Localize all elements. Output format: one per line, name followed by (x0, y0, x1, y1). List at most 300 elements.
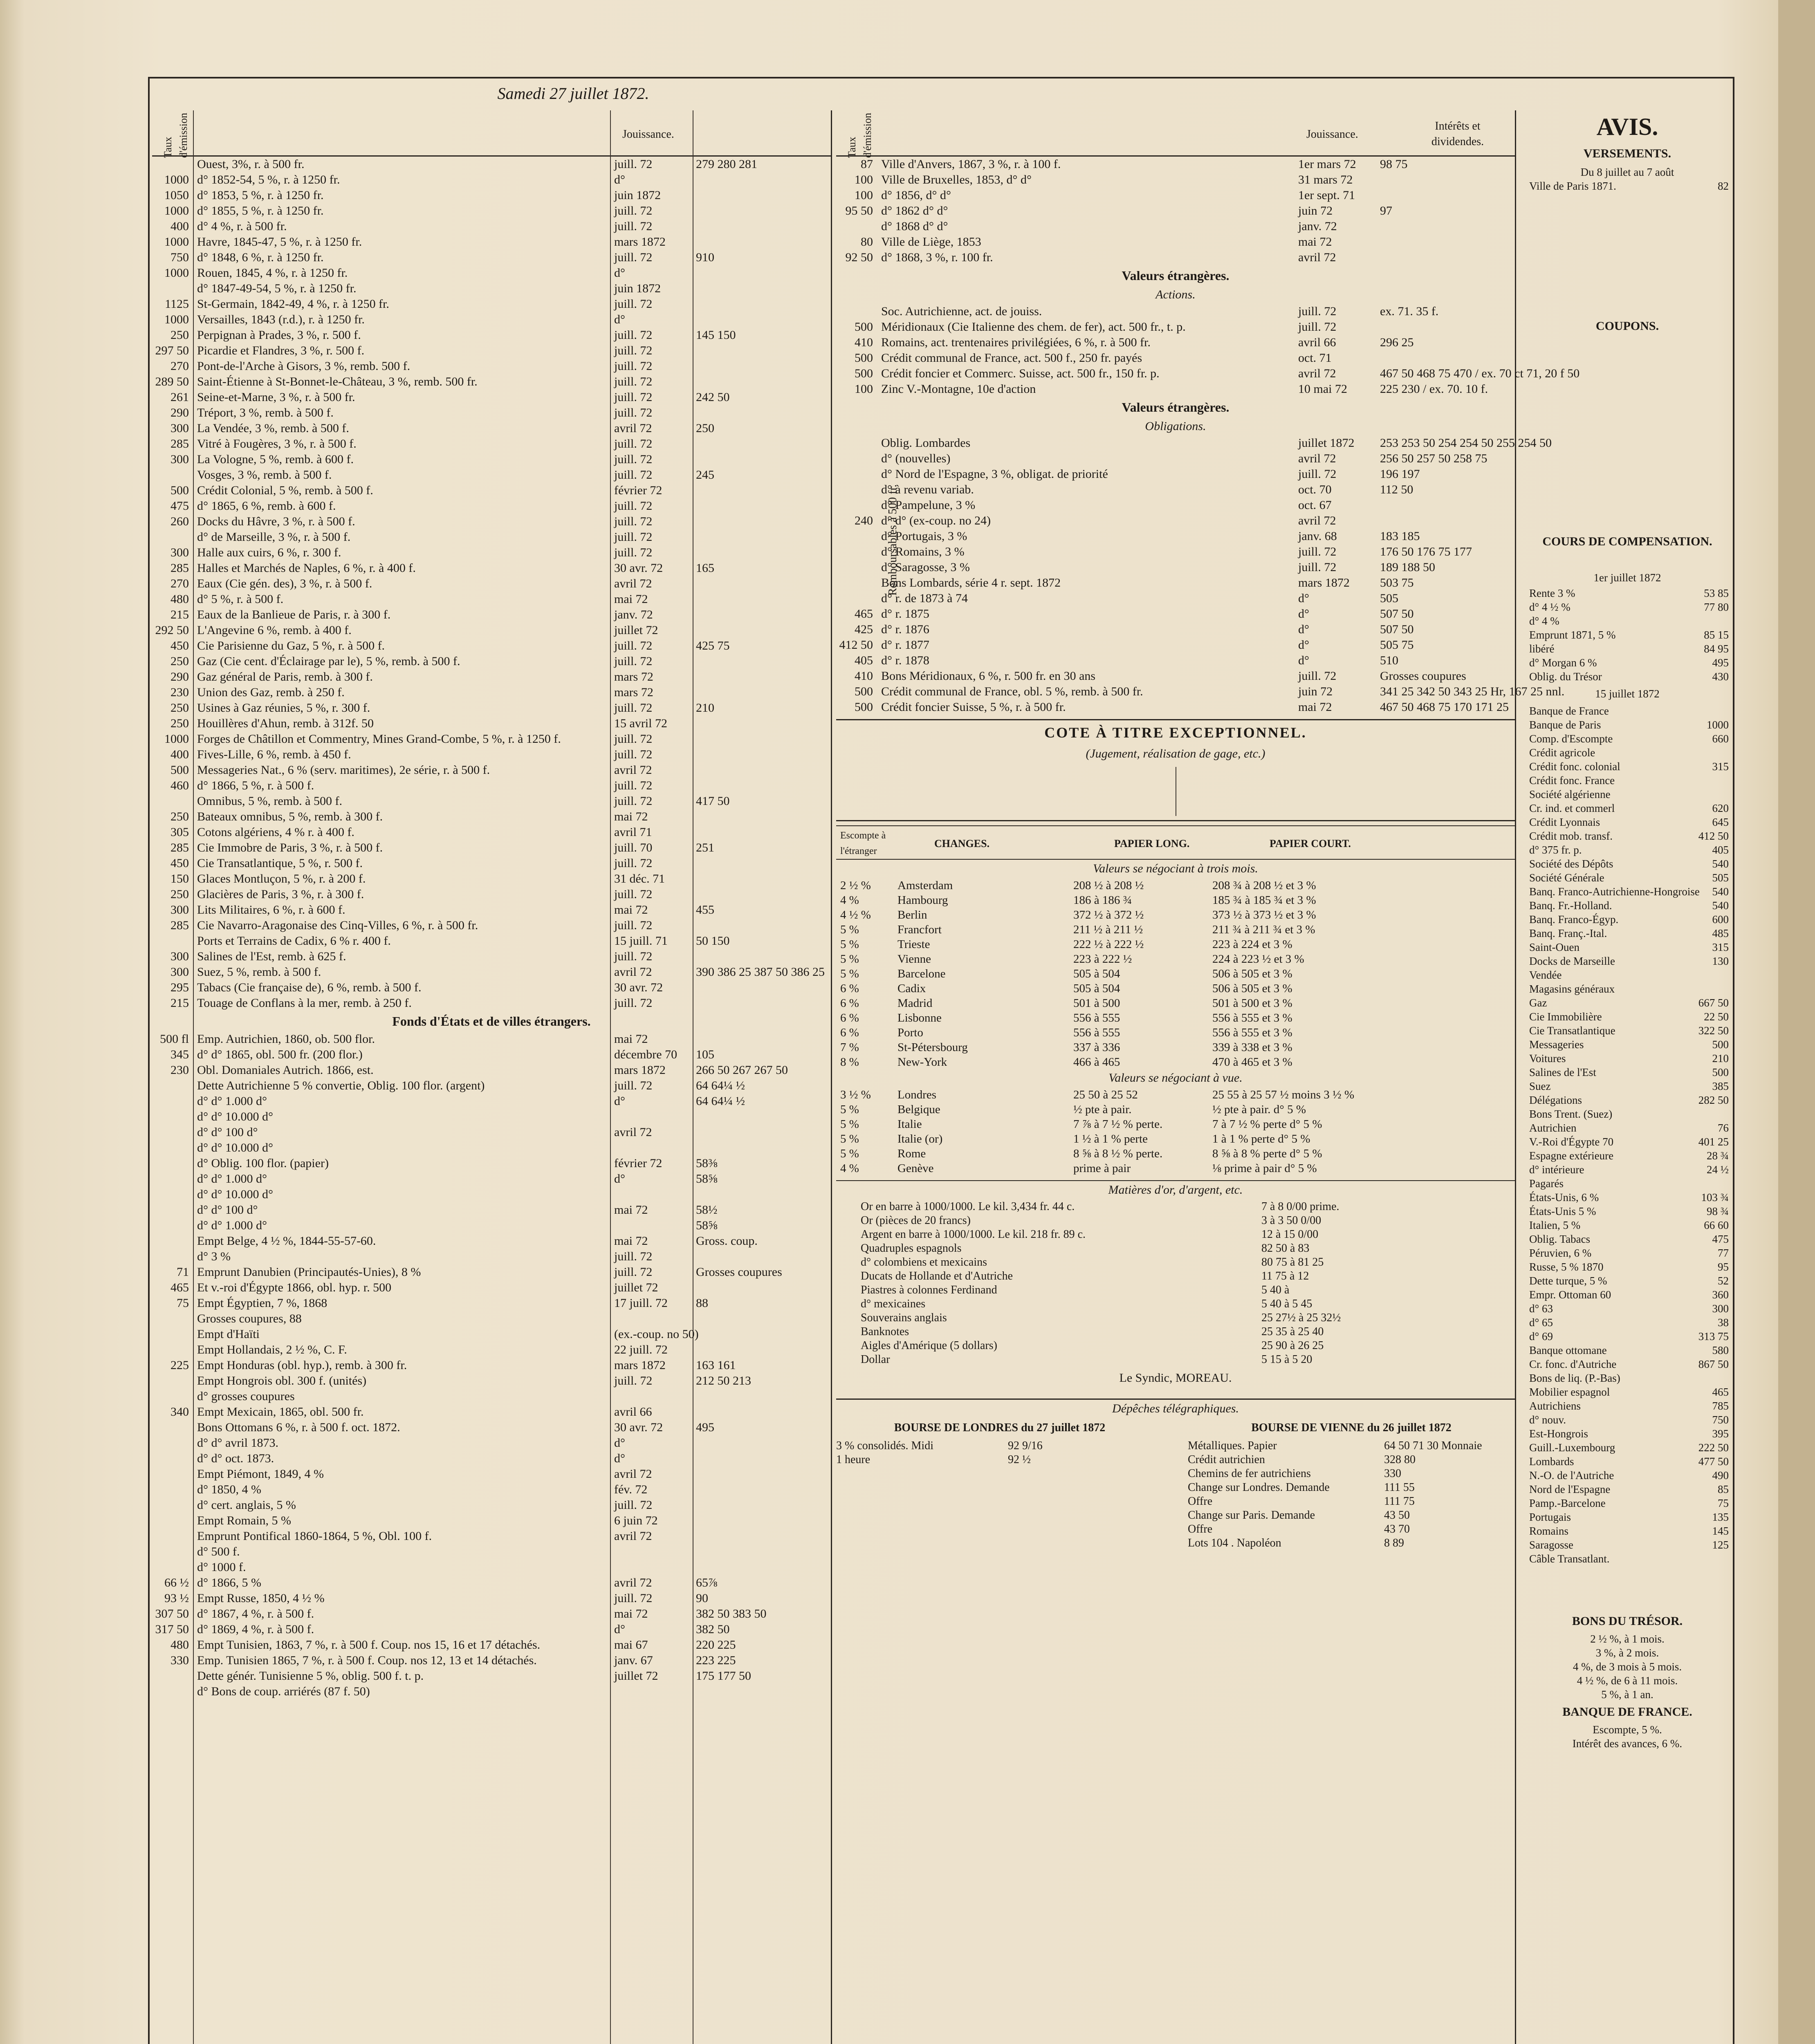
jouissance-date: d° (1298, 638, 1309, 652)
exchange-row (836, 995, 1515, 1010)
issue-rate: 317 50 (155, 1623, 189, 1636)
security-row (152, 1342, 831, 1358)
quote-value: 250 (696, 421, 714, 435)
compensation-row (1521, 760, 1734, 773)
versements-title: VERSEMENTS. (1583, 147, 1671, 160)
security-name: d° 1868 d° d° (881, 220, 948, 233)
jouissance-date: juill. 72 (1298, 305, 1337, 318)
issue-rate: 230 (171, 1063, 189, 1077)
compensation-row (1521, 1107, 1734, 1121)
quote-value: 467 50 468 75 170 171 25 (1380, 700, 1509, 714)
jouissance-date: mai 72 (614, 903, 648, 917)
cours-compensation-title: COURS DE COMPENSATION. (1542, 535, 1712, 548)
security-row (836, 653, 1515, 668)
compensation-row-name: d° 65 (1529, 1316, 1553, 1329)
exchange-row (836, 951, 1515, 966)
security-row (836, 637, 1515, 653)
security-name: d° r. 1877 (881, 638, 929, 652)
escompte-rate: 5 % (840, 1118, 859, 1131)
quote-value: Gross. coup. (696, 1234, 758, 1248)
security-name: d° 1862 d° d° (881, 204, 948, 217)
issue-rate: 300 (171, 421, 189, 435)
security-name: Usines à Gaz réunies, 5 %, r. 300 f. (197, 701, 370, 715)
security-row (836, 544, 1515, 560)
security-row (152, 856, 831, 871)
security-row (152, 1062, 831, 1078)
security-name: Crédit communal de France, act. 500 f., 250 fr. payés (881, 351, 1142, 365)
jouissance-header: Jouissance. (622, 128, 674, 141)
compensation-row-name: Banq. Franco-Égyp. (1529, 913, 1619, 926)
security-row (152, 1606, 831, 1622)
exchange-row (836, 1131, 1515, 1146)
issue-rate: 1000 (164, 732, 189, 746)
security-row (152, 203, 831, 219)
jouissance-date: avril 72 (1298, 367, 1336, 380)
middle-column-header (836, 110, 1515, 157)
papier-long-value: 223 à 222 ½ (1073, 953, 1132, 966)
security-name: L'Angevine 6 %, remb. à 400 f. (197, 623, 352, 637)
metal-row-value: 5 15 à 5 20 (1261, 1353, 1312, 1366)
compensation-row-value: 125 (1712, 1539, 1729, 1551)
vienna-row (1188, 1494, 1515, 1508)
compensation-row-value: 313 75 (1698, 1330, 1729, 1342)
jouissance-date: 17 juill. 72 (614, 1296, 668, 1310)
compensation-row-name: Comp. d'Escompte (1529, 733, 1613, 745)
security-row (836, 381, 1515, 397)
papier-court-value: 211 ¾ à 211 ¾ et 3 % (1212, 923, 1315, 936)
vienna-row-value: 111 75 (1384, 1495, 1415, 1508)
escompte-rate: 7 % (840, 1041, 859, 1054)
issue-rate: 500 (171, 763, 189, 777)
security-name: d° (nouvelles) (881, 452, 951, 465)
security-row (152, 747, 831, 762)
compensation-row-value: 495 (1712, 657, 1729, 669)
versements-row-value: 82 (1718, 180, 1729, 192)
escompte-rate: 4 ½ % (840, 908, 871, 921)
metal-row-value: 80 75 à 81 25 (1261, 1256, 1324, 1269)
security-row (152, 964, 831, 980)
compensation-row (1521, 1149, 1734, 1163)
compensation-row-name: Oblig. du Trésor (1529, 670, 1602, 683)
exchange-row (836, 878, 1515, 892)
jouissance-date: juillet 72 (614, 623, 658, 637)
exchange-place: Francfort (897, 923, 942, 936)
security-name: Bateaux omnibus, 5 %, remb. à 300 f. (197, 810, 383, 823)
compensation-row-name: Autrichiens (1529, 1400, 1581, 1412)
vienna-row-value: 330 (1384, 1467, 1401, 1480)
compensation-row-name: Messageries (1529, 1038, 1584, 1051)
precious-metals-list (836, 1199, 1515, 1366)
security-name: Rouen, 1845, 4 %, r. à 1250 fr. (197, 266, 348, 280)
jouissance-date: juill. 70 (614, 841, 653, 854)
compensation-row (1521, 1399, 1734, 1413)
papier-long-value: 211 ½ à 211 ½ (1073, 923, 1143, 936)
issue-rate: 412 50 (839, 638, 873, 652)
quote-value: 163 161 (696, 1358, 736, 1372)
compensation-row-name: Empr. Ottoman 60 (1529, 1289, 1611, 1301)
metal-row-name: Souverains anglais (861, 1311, 947, 1324)
issue-rate: 480 (171, 1638, 189, 1652)
jouissance-date: juill. 72 (614, 1591, 653, 1605)
compensation-row-name: Banque ottomane (1529, 1344, 1607, 1356)
security-name: d° Romains, 3 % (881, 545, 965, 558)
security-name: d° Portugais, 3 % (881, 529, 967, 543)
security-name: d° 1867, 4 %, r. à 500 f. (197, 1607, 314, 1620)
metal-row-name: Banknotes (861, 1325, 909, 1338)
issue-rate: 1000 (164, 204, 189, 217)
bons-row: 2 ½ %, à 1 mois. (1590, 1633, 1665, 1645)
papier-long-value: prime à pair (1073, 1162, 1131, 1175)
jouissance-date: juill. 72 (1298, 467, 1337, 481)
jouissance-date: juill. 72 (614, 639, 653, 652)
compensation-row-name: Cie Transatlantique (1529, 1024, 1615, 1037)
issue-rate: 250 (171, 654, 189, 668)
compensation-row-value: 405 (1712, 844, 1729, 856)
compensation-row-value: 222 50 (1698, 1441, 1729, 1454)
security-name: Eaux de la Banlieue de Paris, r. à 300 f. (197, 608, 391, 621)
banque-row: Escompte, 5 %. (1593, 1724, 1662, 1736)
vienna-row (1188, 1438, 1515, 1452)
papier-court-header: PAPIER COURT. (1270, 838, 1351, 849)
security-name: Ville de Bruxelles, 1853, d° d° (881, 173, 1032, 186)
jouissance-date: 30 avr. 72 (614, 561, 663, 575)
security-row (152, 1513, 831, 1529)
exchange-place: Italie (or) (897, 1132, 943, 1145)
coupons-title: COUPONS. (1595, 319, 1659, 333)
compensation-row-name: Société Générale (1529, 872, 1604, 884)
security-row (152, 995, 831, 1011)
vienna-row-value: 64 50 71 30 Monnaie (1384, 1439, 1482, 1452)
escompte-rate: 2 ½ % (840, 879, 871, 892)
jouissance-date: juill. 72 (614, 220, 653, 233)
security-row (152, 918, 831, 933)
security-row (836, 304, 1515, 319)
quote-value: 455 (696, 903, 714, 917)
security-row (152, 1295, 831, 1311)
compensation-row (1521, 1343, 1734, 1357)
papier-court-value: 506 à 505 et 3 % (1212, 967, 1292, 980)
security-name: Emp. Tunisien 1865, 7 %, r. à 500 f. Coup. nos 12, 13 et 14 détachés. (197, 1654, 537, 1667)
escompte-rate: 5 % (840, 1147, 859, 1160)
compensation-row (1521, 1468, 1734, 1482)
papier-court-value: 556 à 555 et 3 % (1212, 1011, 1292, 1024)
compensation-row-value: 540 (1712, 858, 1729, 870)
issue-rate: 1000 (164, 313, 189, 326)
security-row (836, 529, 1515, 544)
security-name: d° d° avril 1873. (197, 1436, 278, 1450)
security-row (152, 1466, 831, 1482)
security-name: d° de Marseille, 3 %, r. à 500 f. (197, 530, 351, 544)
security-row (152, 980, 831, 995)
jouissance-date: juill. 72 (614, 996, 653, 1010)
taux-header: Taux d'émission (846, 113, 873, 158)
exchange-place: Barcelone (897, 967, 946, 980)
security-name: Dette génér. Tunisienne 5 %, oblig. 500 f. t. p. (197, 1669, 424, 1683)
security-row (152, 421, 831, 436)
issue-rate: 475 (171, 499, 189, 513)
compensation-row-value: 540 (1712, 885, 1729, 898)
security-name: d° 1869, 4 %, r. à 500 f. (197, 1623, 314, 1636)
compensation-row (1521, 1135, 1734, 1149)
security-name: Obl. Domaniales Autrich. 1866, est. (197, 1063, 374, 1077)
security-name: d° d° oct. 1873. (197, 1452, 274, 1465)
issue-rate: 285 (171, 841, 189, 854)
jouissance-date: avril 72 (614, 1467, 652, 1481)
escompte-header: Escompte à l'étranger (840, 830, 886, 856)
metal-row (836, 1199, 1515, 1213)
jouissance-date: d° (614, 1436, 625, 1450)
security-row (152, 731, 831, 747)
exchange-place: New-York (897, 1056, 947, 1069)
security-row (152, 1233, 831, 1249)
security-name: Vitré à Fougères, 3 %, r. à 500 f. (197, 437, 357, 450)
issue-rate: 1050 (164, 188, 189, 202)
security-row (152, 219, 831, 234)
quote-value: 50 150 (696, 934, 730, 948)
security-row (152, 483, 831, 498)
escompte-rate: 5 % (840, 923, 859, 936)
issue-rate: 270 (171, 577, 189, 590)
security-name: d° r. 1875 (881, 607, 929, 621)
security-name: Crédit foncier et Commerc. Suisse, act. 500 fr., 150 fr. p. (881, 367, 1160, 380)
issue-rate: 307 50 (155, 1607, 189, 1620)
jouissance-date: d° (1298, 654, 1309, 667)
quote-value: 256 50 257 50 258 75 (1380, 452, 1487, 465)
jouissance-date: mai 72 (1298, 700, 1332, 714)
compensation-row-name: Société algérienne (1529, 788, 1611, 800)
compensation-list-2 (1521, 704, 1734, 1566)
compensation-row-value: 84 95 (1704, 643, 1729, 655)
security-name: d° 1856, d° d° (881, 188, 951, 202)
metal-row-value: 3 à 3 50 0/00 (1261, 1214, 1321, 1227)
exchange-row (836, 892, 1515, 907)
bons-row: 3 %, à 2 mois. (1595, 1647, 1659, 1659)
issue-rate: 66 ½ (164, 1576, 189, 1589)
security-name: d° Oblig. 100 flor. (papier) (197, 1156, 329, 1170)
compensation-row-value: 95 (1718, 1261, 1729, 1273)
exchange-row (836, 1025, 1515, 1040)
security-row (152, 312, 831, 327)
issue-rate: 285 (171, 561, 189, 575)
jouissance-date: d° (614, 266, 625, 280)
security-row (152, 1435, 831, 1451)
security-row (152, 607, 831, 623)
compensation-row (1521, 815, 1734, 829)
jouissance-date: janv. 67 (614, 1654, 653, 1667)
compensation-row-value: 412 50 (1698, 830, 1729, 842)
compensation-row-value: 490 (1712, 1469, 1729, 1481)
metal-row-value: 12 à 15 0/00 (1261, 1228, 1319, 1241)
security-name: Messageries Nat., 6 % (serv. maritimes), 2e série, r. à 500 f. (197, 763, 490, 777)
quote-value: 212 50 213 (696, 1374, 751, 1387)
compensation-row (1521, 1274, 1734, 1288)
issue-rate: 500 (855, 367, 873, 380)
exchange-place: St-Pétersbourg (897, 1041, 968, 1054)
quote-value: 97 (1380, 204, 1392, 217)
compensation-row (1521, 586, 1734, 600)
security-name: Suez, 5 %, remb. à 500 f. (197, 965, 321, 979)
compensation-row-name: d° nouv. (1529, 1414, 1566, 1426)
valeurs-etrangeres-title-2: Valeurs étrangères. (1122, 400, 1229, 415)
jouissance-date: d° (614, 1172, 625, 1186)
compensation-row-name: Péruvien, 6 % (1529, 1247, 1592, 1259)
funds-section-title: Fonds d'États et de villes étrangers. (392, 1014, 591, 1029)
security-name: Bons Méridionaux, 6 %, r. 500 fr. en 30 ans (881, 669, 1096, 683)
jouissance-date: 15 juill. 71 (614, 934, 668, 948)
jouissance-date: juill. 72 (1298, 545, 1337, 558)
papier-long-value: 505 à 504 (1073, 967, 1120, 980)
exchange-row (836, 922, 1515, 937)
compensation-row-name: Cr. fonc. d'Autriche (1529, 1358, 1617, 1370)
security-name: d° 1850, 4 % (197, 1483, 261, 1496)
security-row (836, 451, 1515, 466)
jouissance-date: avril 72 (614, 1576, 652, 1589)
jouissance-date: avril 72 (614, 763, 652, 777)
jouissance-date: juill. 72 (614, 328, 653, 342)
vienna-row-name: Métalliques. Papier (1188, 1439, 1277, 1452)
compensation-row-name: Câble Transatlant. (1529, 1553, 1610, 1565)
compensation-row-name: Cr. ind. et commerl (1529, 802, 1615, 814)
compensation-row-name: Crédit Lyonnais (1529, 816, 1600, 828)
security-row (836, 435, 1552, 451)
compensation-row-name: N.-O. de l'Autriche (1529, 1469, 1614, 1481)
jouissance-date: juill. 72 (1298, 669, 1337, 683)
jouissance-date: juill. 72 (614, 157, 653, 171)
compensation-row (1521, 982, 1734, 996)
compensation-row (1521, 1441, 1734, 1455)
security-row (152, 1109, 831, 1125)
compensation-row (1521, 656, 1734, 670)
jouissance-date: 30 avr. 72 (614, 981, 663, 994)
security-name: Cie Transatlantique, 5 %, r. 500 f. (197, 856, 363, 870)
papier-long-value: 501 à 500 (1073, 997, 1120, 1010)
issue-rate: 292 50 (155, 623, 189, 637)
metal-row-name: d° colombiens et mexicains (861, 1256, 987, 1269)
escompte-rate: 3 ½ % (840, 1088, 871, 1101)
security-name: Empt Tunisien, 1863, 7 %, r. à 500 f. Coup. nos 15, 16 et 17 détachés. (197, 1638, 541, 1652)
bons-tresor-title: BONS DU TRÉSOR. (1572, 1614, 1683, 1628)
quote-value: 176 50 176 75 177 (1380, 545, 1472, 558)
metal-row (836, 1255, 1515, 1269)
quote-value: 242 50 (696, 390, 730, 404)
bons-row: 5 %, à 1 an. (1601, 1688, 1653, 1701)
escompte-rate: 4 % (840, 894, 859, 907)
jouissance-date: mai 72 (614, 1607, 648, 1620)
security-name: Zinc V.-Montagne, 10e d'action (881, 382, 1036, 396)
jouissance-date: juill. 72 (614, 950, 653, 963)
vienna-row-name: Offre (1188, 1495, 1213, 1508)
compensation-row-value: 85 15 (1704, 629, 1729, 641)
compensation-row-name: Guill.-Luxembourg (1529, 1441, 1615, 1454)
security-name: d° 4 %, r. à 500 fr. (197, 220, 287, 233)
exchange-row (836, 1146, 1515, 1161)
quote-value: 390 386 25 387 50 386 25 (696, 965, 825, 979)
security-name: Vosges, 3 %, remb. à 500 f. (197, 468, 332, 482)
compensation-row-name: Magasins généraux (1529, 983, 1615, 995)
security-name: Bons Ottomans 6 %, r. à 500 f. oct. 1872. (197, 1421, 400, 1434)
quote-value: 507 50 (1380, 623, 1414, 636)
security-row (152, 840, 831, 856)
security-name: Empt Piémont, 1849, 4 % (197, 1467, 324, 1481)
london-row-name: 3 % consolidés. Midi (836, 1439, 933, 1452)
security-name: Perpignan à Prades, 3 %, r. 500 f. (197, 328, 361, 342)
security-row (152, 1078, 831, 1094)
security-row (152, 188, 831, 203)
issue-rate: 270 (171, 359, 189, 373)
exchange-row (836, 937, 1515, 951)
issue-rate: 300 (171, 950, 189, 963)
security-row (152, 560, 831, 576)
jouissance-date: juill. 72 (614, 468, 653, 482)
security-row (152, 281, 831, 296)
jouissance-date: juill. 72 (614, 204, 653, 217)
jouissance-date: juill. 72 (614, 748, 653, 761)
exception-blank (836, 763, 1515, 820)
quote-value: 65⅞ (696, 1576, 718, 1589)
compensation-row (1521, 829, 1734, 843)
exchange-row (836, 1054, 1515, 1069)
security-name: d° 1855, 5 %, r. à 1250 fr. (197, 204, 324, 217)
security-row (152, 716, 831, 731)
vienna-row-name: Crédit autrichien (1188, 1453, 1265, 1466)
compensation-row (1521, 1316, 1734, 1329)
security-name: Empt Égyptien, 7 %, 1868 (197, 1296, 328, 1310)
jouissance-date: juill. 72 (614, 297, 653, 311)
compensation-row (1521, 1371, 1734, 1385)
security-row (152, 654, 831, 669)
security-name: d° d° 10.000 d° (197, 1188, 273, 1201)
exchange-place: Amsterdam (897, 879, 953, 892)
issue-rate: 215 (171, 608, 189, 621)
papier-long-value: 208 ½ à 208 ½ (1073, 879, 1144, 892)
jouissance-date: d° (614, 1094, 625, 1108)
security-name: d° 1848, 6 %, r. à 1250 fr. (197, 251, 324, 264)
compensation-row-value: 360 (1712, 1289, 1729, 1301)
issue-rate: 425 (855, 623, 873, 636)
security-row (836, 560, 1515, 575)
security-name: Empt Belge, 4 ½ %, 1844-55-57-60. (197, 1234, 376, 1248)
compensation-row-name: Russe, 5 % 1870 (1529, 1261, 1604, 1273)
three-months-subtitle: Valeurs se négociant à trois mois. (1093, 862, 1258, 875)
vienna-row-name: Chemins de fer autrichiens (1188, 1467, 1311, 1480)
security-row (836, 366, 1580, 381)
changes-title: CHANGES. (934, 838, 990, 849)
compensation-row-value: 24 ½ (1707, 1163, 1729, 1176)
security-name: d° d° 100 d° (197, 1125, 258, 1139)
security-name: Cie Navarro-Aragonaise des Cinq-Villes, 6 %, r. à 500 fr. (197, 919, 478, 932)
security-name: d° r. 1878 (881, 654, 929, 667)
security-row (152, 793, 831, 809)
quote-value: 64 64¼ ½ (696, 1094, 745, 1108)
security-row (836, 591, 1515, 606)
security-row (152, 405, 831, 421)
security-row (152, 343, 831, 359)
jouissance-date: d° (614, 173, 625, 186)
security-name: Versailles, 1843 (r.d.), r. à 1250 fr. (197, 313, 365, 326)
compensation-row (1521, 1051, 1734, 1065)
londres-title: BOURSE DE LONDRES du 27 juillet 1872 (894, 1421, 1106, 1434)
security-row (152, 887, 831, 902)
escompte-rate: 6 % (840, 1026, 859, 1039)
issue-rate: 500 fl (160, 1032, 189, 1046)
papier-court-value: 8 ⅝ à 8 % perte d° 5 % (1212, 1147, 1322, 1160)
compensation-row (1521, 885, 1734, 899)
compensation-row-name: Crédit fonc. France (1529, 774, 1615, 787)
jouissance-date: mai 72 (614, 810, 648, 823)
papier-long-value: 222 ½ à 222 ½ (1073, 938, 1144, 951)
security-row (152, 576, 831, 592)
security-name: d° cert. anglais, 5 % (197, 1498, 296, 1512)
